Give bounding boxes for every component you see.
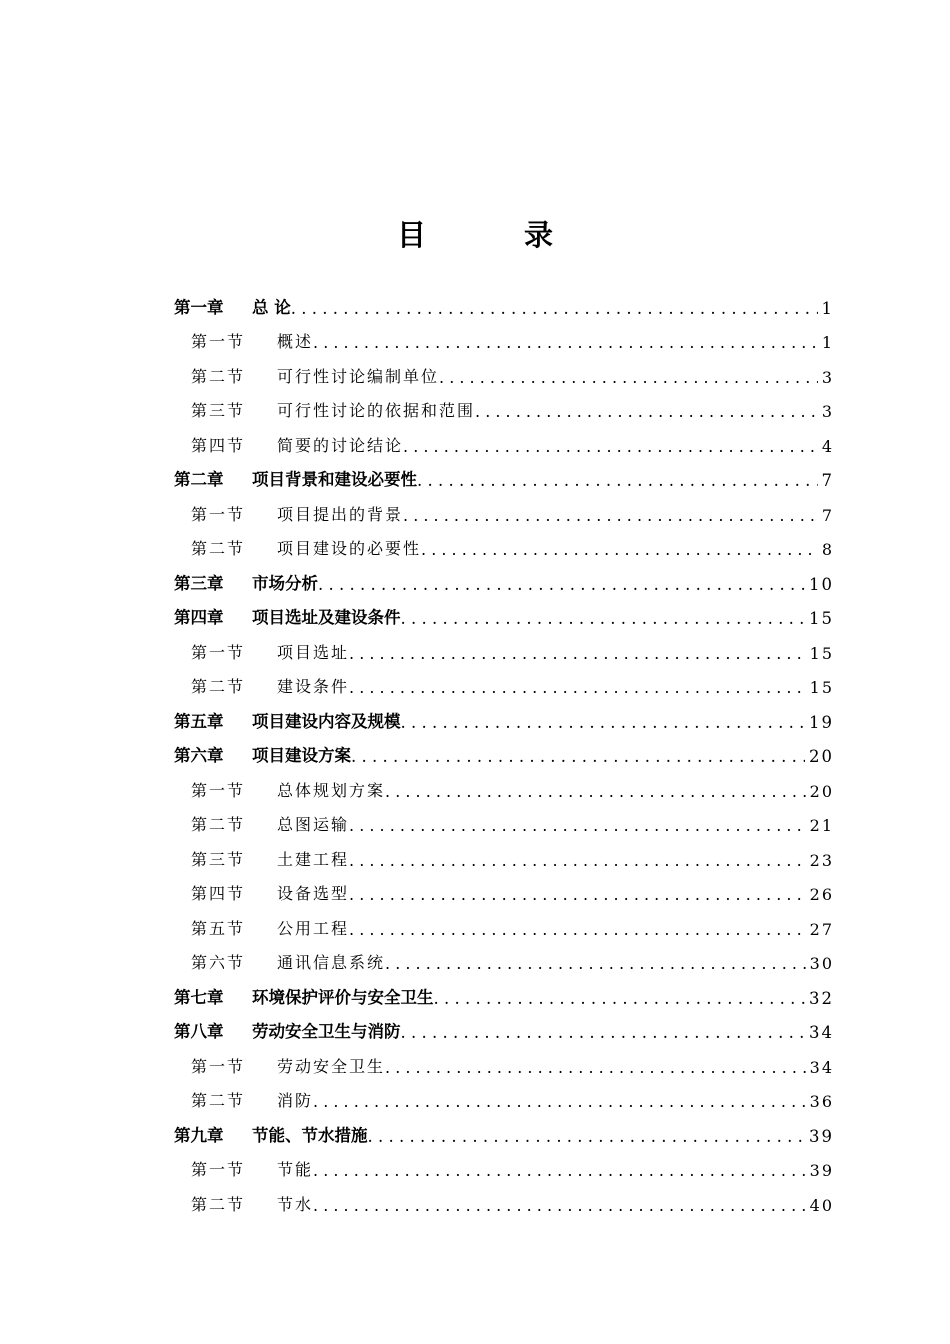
toc-section-entry[interactable]: [174, 809, 834, 844]
toc-section-entry[interactable]: [174, 1154, 834, 1189]
toc-section-entry[interactable]: [174, 429, 834, 464]
toc-entry-title: 简要的讨论结论: [277, 435, 404, 455]
toc-entry-page: 15: [809, 678, 834, 697]
toc-section-entry[interactable]: [174, 498, 834, 533]
toc-section-entry[interactable]: [174, 1085, 834, 1120]
toc-entry-number: 第二节: [191, 366, 246, 386]
toc-dot-leader: [385, 1058, 806, 1077]
toc-entry-page: 32: [809, 988, 834, 1008]
toc-entry-title: 可行性讨论编制单位: [277, 366, 440, 386]
toc-dot-leader: [417, 471, 818, 490]
toc-entry-number: 第四节: [191, 884, 246, 903]
toc-dot-leader: [313, 1196, 806, 1215]
toc-entry-number: 第一节: [191, 780, 246, 800]
toc-entry-title: 市场分析: [252, 573, 318, 593]
toc-section-entry[interactable]: [174, 671, 834, 706]
toc-entry-page: 23: [809, 850, 834, 870]
toc-entry-page: 34: [809, 1023, 834, 1042]
toc-entry-title: 项目建设的必要性: [277, 539, 422, 558]
toc-entry-title: 公用工程: [277, 918, 350, 938]
toc-section-entry[interactable]: [174, 326, 834, 361]
toc-entry-number: 第二节: [191, 1091, 246, 1110]
toc-entry-number: 第二节: [191, 677, 246, 696]
toc-entry-page: 7: [821, 471, 834, 490]
toc-entry-number: 第五节: [191, 918, 246, 938]
toc-section-entry[interactable]: [174, 360, 834, 395]
toc-chapter-entry[interactable]: [174, 464, 834, 499]
toc-entry-title: 节水: [277, 1194, 314, 1214]
toc-entry-page: 3: [821, 367, 834, 387]
toc-entry-page: 15: [809, 609, 834, 628]
toc-section-entry[interactable]: [174, 1050, 834, 1085]
toc-chapter-entry[interactable]: [174, 740, 834, 775]
toc-dot-leader: [475, 402, 818, 421]
toc-entry-title: 土建工程: [277, 849, 350, 869]
toc-dot-leader: [403, 437, 818, 456]
toc-entry-page: 39: [809, 1161, 834, 1180]
toc-entry-title: 建设条件: [277, 677, 350, 696]
toc-chapter-entry[interactable]: [174, 567, 834, 602]
toc-entry-title: 可行性讨论的依据和范围: [277, 401, 476, 420]
toc-entry-title: 概述: [277, 332, 314, 351]
toc-section-entry[interactable]: [174, 395, 834, 430]
toc-entry-number: 第七章: [174, 987, 224, 1007]
toc-dot-leader: [401, 1023, 806, 1042]
toc-entry-number: 第四节: [191, 435, 246, 455]
toc-entry-number: 第一节: [191, 642, 246, 662]
toc-entry-page: 15: [809, 643, 834, 663]
toc-dot-leader: [313, 1161, 806, 1180]
toc-entry-title: 总图运输: [277, 815, 350, 834]
toc-section-entry[interactable]: [174, 912, 834, 947]
toc-entry-page: 27: [809, 919, 834, 939]
toc-entry-page: 3: [821, 402, 834, 421]
toc-entry-page: 26: [809, 885, 834, 904]
toc-entry-number: 第二节: [191, 539, 246, 558]
toc-entry-title: 项目背景和建设必要性: [252, 470, 417, 489]
toc-dot-leader: [385, 954, 806, 973]
toc-chapter-entry[interactable]: [174, 1119, 834, 1154]
toc-dot-leader: [313, 333, 818, 352]
toc-entry-number: 第一节: [191, 1056, 246, 1076]
toc-entry-number: 第一节: [191, 332, 246, 351]
toc-entry-title: 通讯信息系统: [277, 953, 386, 972]
toc-entry-title: 环境保护评价与安全卫生: [252, 987, 434, 1007]
toc-entry-title: 项目建设方案: [252, 746, 351, 765]
toc-dot-leader: [385, 782, 806, 801]
toc-dot-leader: [368, 1127, 806, 1146]
toc-dot-leader: [401, 713, 806, 732]
toc-entry-page: 30: [809, 954, 834, 973]
toc-entry-title: 总 论: [252, 297, 291, 317]
toc-entry-number: 第二节: [191, 815, 246, 834]
toc-entry-number: 第六章: [174, 746, 224, 765]
toc-entry-title: 节能、节水措施: [252, 1125, 368, 1145]
toc-entry-page: 7: [821, 505, 834, 525]
toc-entry-title: 项目建设内容及规模: [252, 711, 401, 731]
toc-entry-number: 第二章: [174, 470, 224, 489]
page-title: 目 录: [396, 218, 598, 252]
toc-entry-number: 第八章: [174, 1022, 224, 1041]
toc-chapter-entry[interactable]: [174, 602, 834, 637]
toc-dot-leader: [349, 851, 806, 870]
toc-entry-number: 第五章: [174, 711, 224, 731]
toc-entry-number: 第九章: [174, 1125, 224, 1145]
toc-entry-title: 劳动安全卫生: [277, 1056, 386, 1076]
toc-entry-page: 1: [821, 333, 834, 352]
toc-section-entry[interactable]: [174, 843, 834, 878]
toc-entry-page: 20: [809, 781, 834, 801]
toc-entry-page: 4: [821, 436, 834, 456]
toc-entry-page: 8: [821, 540, 834, 559]
toc-entry-title: 节能: [277, 1160, 314, 1179]
toc-dot-leader: [349, 920, 806, 939]
toc-section-entry[interactable]: [174, 878, 834, 913]
toc-dot-leader: [401, 609, 806, 628]
toc-entry-number: 第三节: [191, 401, 246, 420]
toc-chapter-entry[interactable]: [174, 291, 834, 326]
toc-entry-number: 第一节: [191, 504, 246, 524]
toc-section-entry[interactable]: [174, 533, 834, 568]
toc-section-entry[interactable]: [174, 636, 834, 671]
toc-dot-leader: [349, 678, 806, 697]
toc-dot-leader: [439, 368, 818, 387]
toc-entry-title: 项目提出的背景: [277, 504, 404, 524]
toc-entry-title: 设备选型: [277, 884, 350, 903]
toc-dot-leader: [349, 885, 806, 904]
toc-entry-page: 10: [809, 574, 834, 594]
toc-entry-page: 19: [809, 712, 834, 732]
toc-section-entry[interactable]: [174, 947, 834, 982]
toc-entry-page: 40: [809, 1195, 834, 1215]
toc-entry-number: 第六节: [191, 953, 246, 972]
toc-entry-title: 项目选址: [277, 642, 350, 662]
toc-entry-page: 21: [809, 816, 834, 835]
toc-entry-title: 消防: [277, 1091, 314, 1110]
toc-entry-page: 39: [809, 1126, 834, 1146]
toc-chapter-entry[interactable]: [174, 981, 834, 1016]
toc-chapter-entry[interactable]: [174, 1016, 834, 1051]
toc-entry-title: 总体规划方案: [277, 780, 386, 800]
toc-section-entry[interactable]: [174, 1188, 834, 1223]
toc-entry-number: 第一节: [191, 1160, 246, 1179]
toc-chapter-entry[interactable]: [174, 705, 834, 740]
toc-section-entry[interactable]: [174, 774, 834, 809]
toc-dot-leader: [351, 747, 805, 766]
toc-dot-leader: [313, 1092, 806, 1111]
toc-entry-number: 第四章: [174, 608, 224, 627]
toc-entry-title: 劳动安全卫生与消防: [252, 1022, 401, 1041]
toc-dot-leader: [434, 989, 806, 1008]
table-of-contents: [174, 291, 834, 1223]
toc-dot-leader: [318, 575, 805, 594]
toc-entry-number: 第三节: [191, 849, 246, 869]
toc-dot-leader: [349, 816, 806, 835]
toc-entry-page: 34: [809, 1057, 834, 1077]
toc-entry-page: 36: [809, 1092, 834, 1111]
toc-dot-leader: [421, 540, 818, 559]
toc-dot-leader: [349, 644, 806, 663]
toc-entry-number: 第一章: [174, 297, 224, 317]
toc-dot-leader: [403, 506, 818, 525]
toc-dot-leader: [291, 299, 818, 318]
toc-entry-number: 第二节: [191, 1194, 246, 1214]
toc-entry-title: 项目选址及建设条件: [252, 608, 401, 627]
toc-entry-number: 第三章: [174, 573, 224, 593]
toc-entry-page: 1: [821, 298, 834, 318]
toc-entry-page: 20: [809, 747, 834, 766]
